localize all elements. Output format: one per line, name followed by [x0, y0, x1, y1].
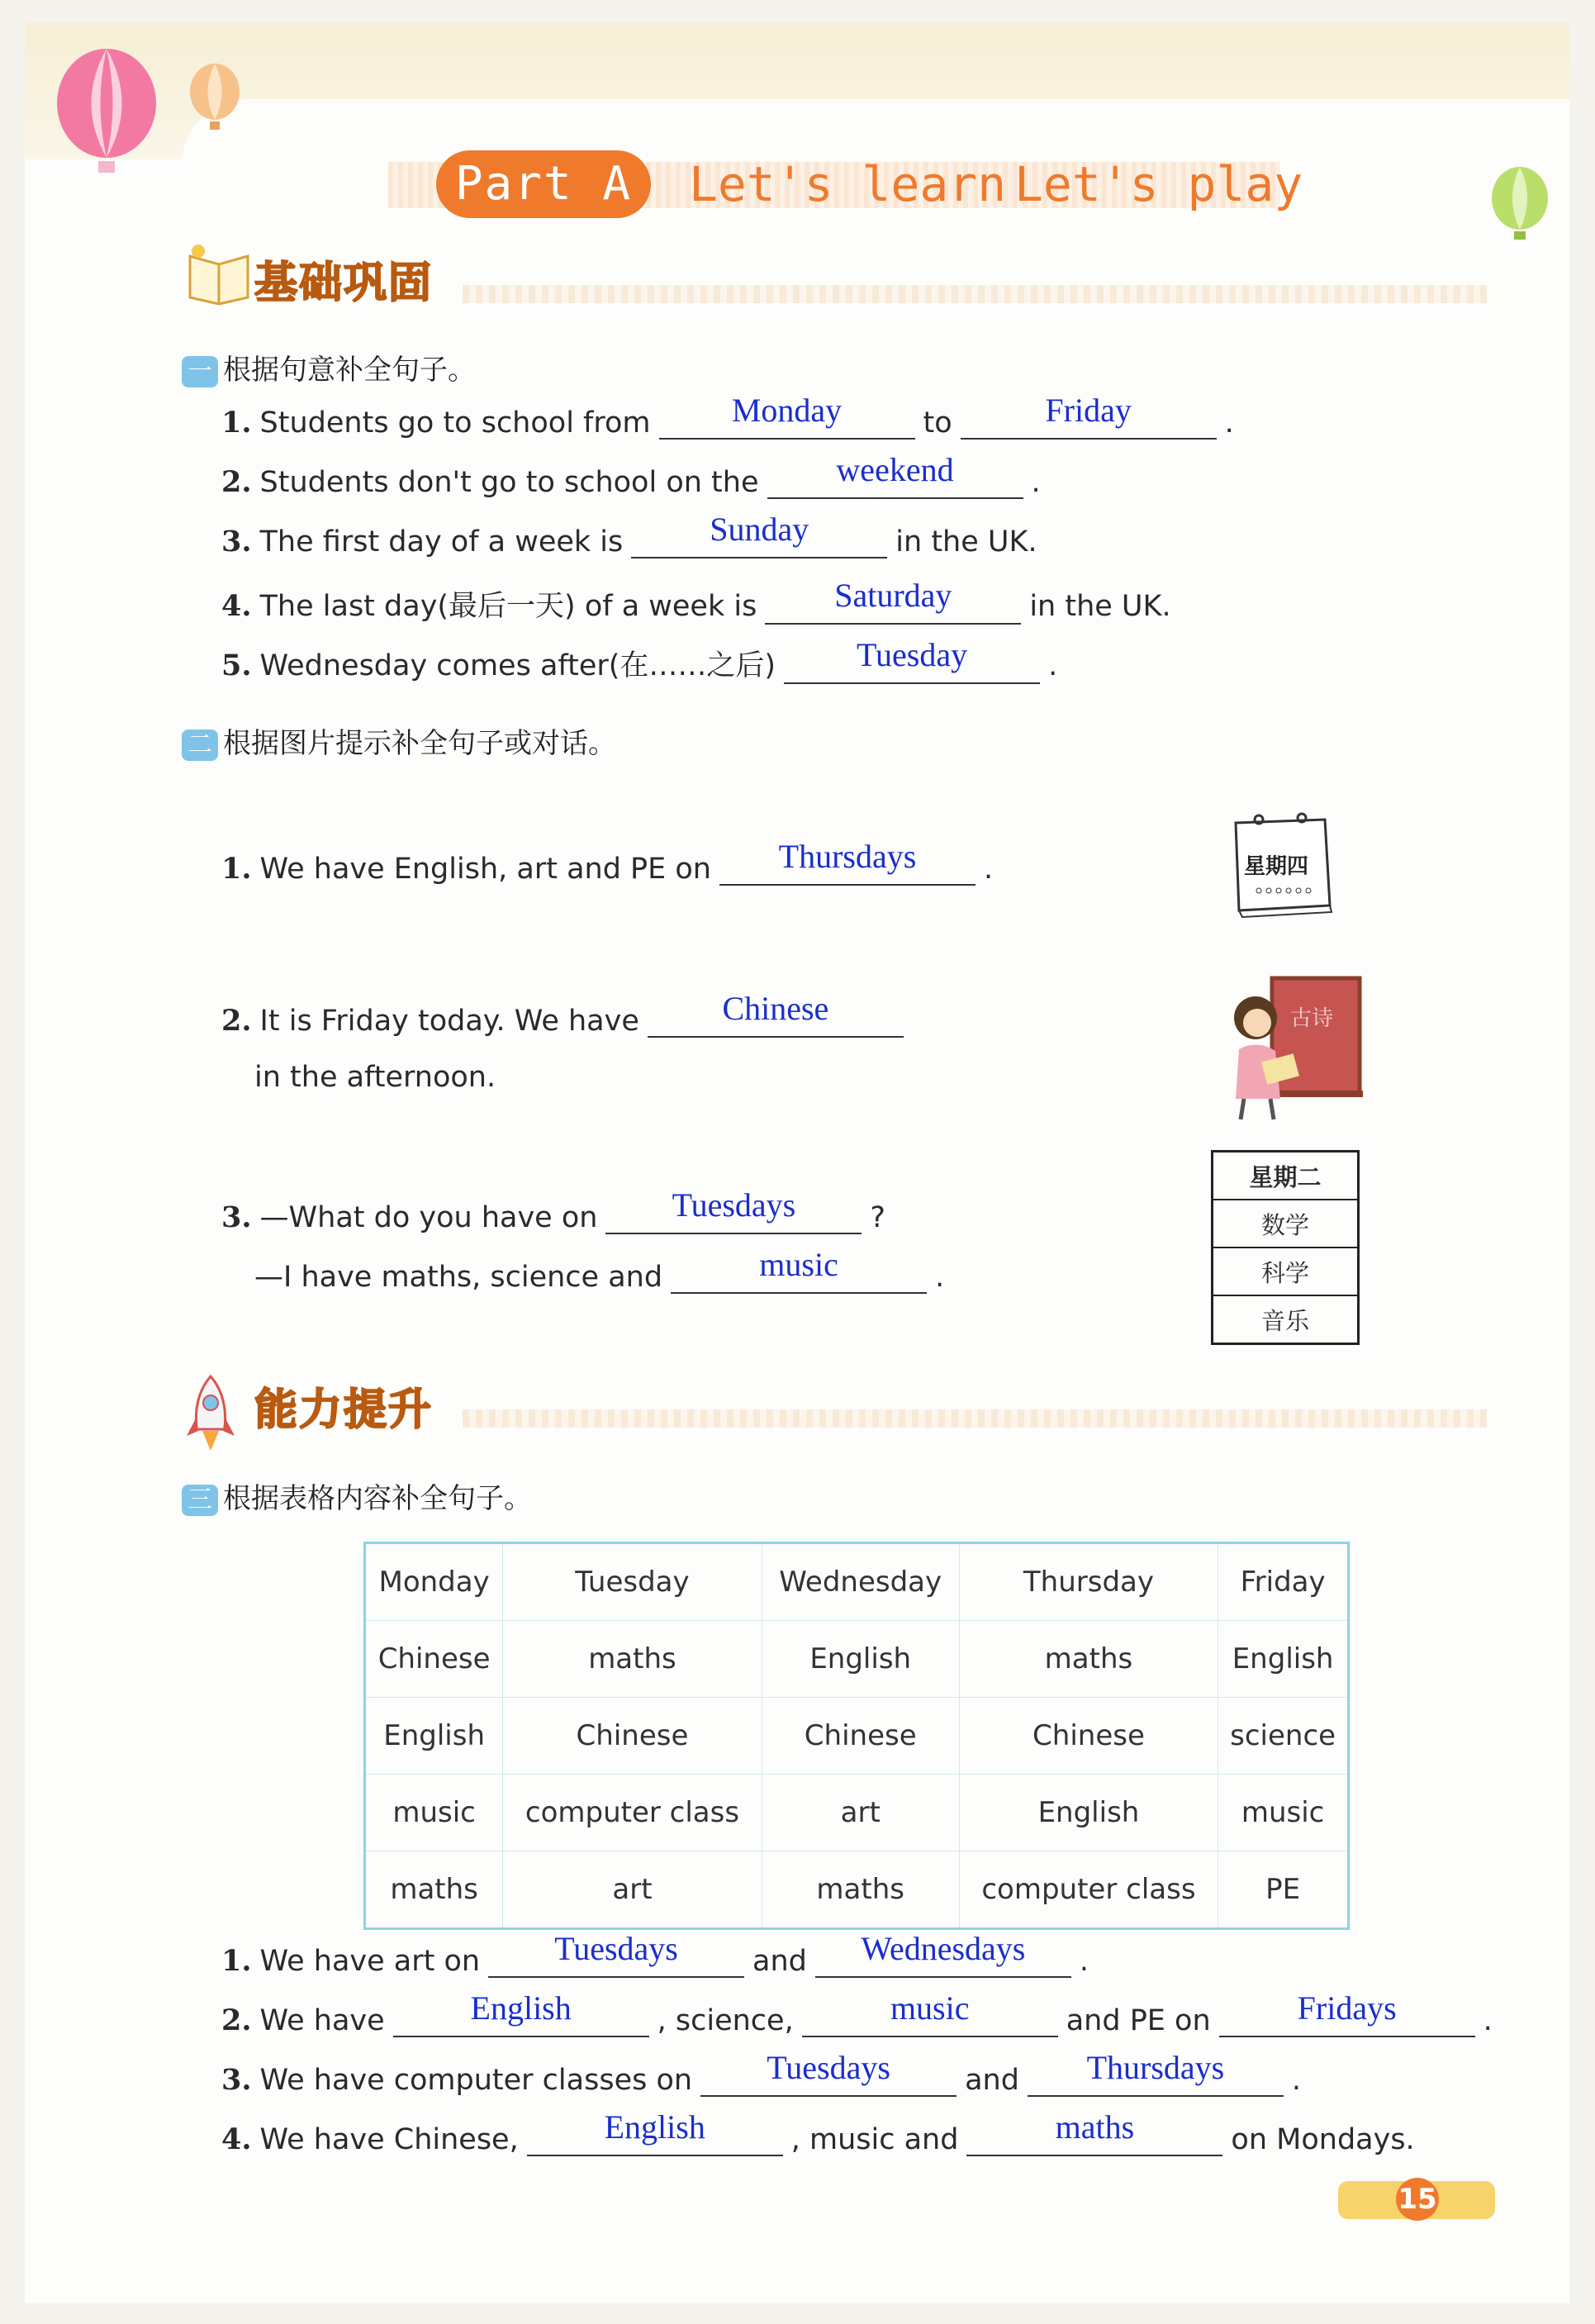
- part-badge: Part A: [436, 150, 651, 218]
- section-title-basic: 基础巩固: [254, 259, 434, 308]
- calendar-text: 星期四: [1244, 854, 1309, 879]
- table-cell: Tuesday: [503, 1543, 762, 1621]
- answer-blank[interactable]: Tuesdays: [700, 2062, 957, 2097]
- blackboard-text: 古诗: [1290, 1006, 1334, 1031]
- table-cell: maths: [959, 1621, 1218, 1698]
- answer-blank[interactable]: English: [527, 2122, 783, 2156]
- part1-instruction: 根据句意补全句子。: [223, 354, 476, 387]
- part1-item-1: 1. Students go to school from Monday to Friday .: [221, 392, 1234, 440]
- rocket-icon: [182, 1371, 240, 1454]
- part1-item-3: 3. The first day of a week is Sunday in the UK.: [221, 511, 1037, 558]
- table-cell: Chinese: [365, 1621, 503, 1698]
- table-cell: computer class: [503, 1775, 762, 1851]
- table-cell: English: [959, 1775, 1218, 1851]
- table-cell: English: [1218, 1621, 1349, 1698]
- table-cell: maths: [762, 1851, 959, 1929]
- part1-heading: [182, 347, 476, 387]
- table-cell: science: [1218, 1698, 1349, 1775]
- table-cell: English: [365, 1698, 503, 1775]
- table-cell: maths: [503, 1621, 762, 1698]
- part1-item-5: 5. Wednesday comes after(在……之后) Tuesday .: [221, 636, 1058, 682]
- answer-blank[interactable]: Fridays: [1219, 2003, 1475, 2037]
- answer-blank[interactable]: maths: [966, 2122, 1222, 2156]
- answer-blank[interactable]: Tuesday: [784, 649, 1040, 684]
- table-row: [365, 1698, 1349, 1775]
- answer-blank[interactable]: music: [671, 1259, 927, 1294]
- part2-instruction: 根据图片提示补全句子或对话。: [223, 727, 616, 760]
- table-cell: PE: [1218, 1851, 1349, 1929]
- answer-blank[interactable]: Saturday: [765, 590, 1021, 625]
- table-cell: Chinese: [503, 1698, 762, 1775]
- answer-blank[interactable]: Chinese: [648, 1003, 904, 1038]
- table-cell: Friday: [1218, 1543, 1349, 1621]
- table-row: [365, 1621, 1349, 1698]
- green-balloon-icon: [1487, 165, 1553, 248]
- schedule-table: [1211, 1150, 1360, 1345]
- part3-item-1: 1. We have art on Tuesdays and Wednesdays .: [221, 1930, 1089, 1978]
- table-cell: maths: [365, 1851, 503, 1929]
- part2-item-3: 3. —What do you have on Tuesdays ?: [221, 1186, 885, 1234]
- table-cell: Chinese: [762, 1698, 959, 1775]
- answer-blank[interactable]: Tuesdays: [605, 1200, 862, 1234]
- page-number-badge: [1338, 2181, 1495, 2219]
- schedule-cell: 科学: [1213, 1248, 1359, 1295]
- answer-blank[interactable]: Thursdays: [1028, 2062, 1284, 2097]
- table-row: [365, 1775, 1349, 1851]
- part3-item-2: 2. We have English , science, music and PE on Fridays .: [221, 1989, 1493, 2037]
- part2-item-3-reply: —I have maths, science and music .: [254, 1246, 945, 1294]
- answer-blank[interactable]: Friday: [961, 405, 1217, 440]
- answer-blank[interactable]: English: [393, 2003, 649, 2037]
- timetable: [363, 1542, 1350, 1930]
- section-strip-basic: [463, 285, 1487, 303]
- answer-blank[interactable]: Thursdays: [719, 851, 976, 886]
- section-strip-advanced: [463, 1409, 1487, 1428]
- part1-item-2: 2. Students don't go to school on the weekend .: [221, 451, 1041, 499]
- table-cell: art: [503, 1851, 762, 1929]
- table-cell: English: [762, 1621, 959, 1698]
- table-cell: Thursday: [959, 1543, 1218, 1621]
- part1-item-4: 4. The last day(最后一天) of a week is Saturday in the UK.: [221, 577, 1171, 623]
- part2-number: 二: [182, 730, 218, 761]
- answer-blank[interactable]: music: [802, 2003, 1058, 2037]
- section-title-advanced: 能力提升: [254, 1385, 434, 1435]
- table-cell: Monday: [365, 1543, 503, 1621]
- part3-item-3: 3. We have computer classes on Tuesdays and Thursdays .: [221, 2049, 1302, 2097]
- table-cell: Wednesday: [762, 1543, 959, 1621]
- answer-blank[interactable]: weekend: [767, 464, 1023, 499]
- part2-heading: [182, 720, 616, 761]
- part3-heading: [182, 1476, 532, 1516]
- schedule-cell: 星期二: [1213, 1152, 1359, 1200]
- teacher-blackboard-illustration: [1222, 975, 1363, 1124]
- schedule-cell: 数学: [1213, 1200, 1359, 1248]
- part2-item-1: 1. We have English, art and PE on Thursdays .: [221, 838, 994, 886]
- page-number: 15: [1396, 2178, 1439, 2221]
- table-cell: Chinese: [959, 1698, 1218, 1775]
- schedule-cell: 音乐: [1213, 1295, 1359, 1344]
- table-row: [365, 1543, 1349, 1621]
- part2-item-2: 2. It is Friday today. We have Chinese: [221, 1003, 912, 1038]
- answer-blank[interactable]: Monday: [659, 405, 915, 440]
- book-icon: [182, 240, 256, 306]
- table-row: [365, 1851, 1349, 1929]
- table-cell: computer class: [959, 1851, 1218, 1929]
- answer-blank[interactable]: Tuesdays: [488, 1943, 744, 1978]
- part3-instruction: 根据表格内容补全句子。: [223, 1482, 532, 1515]
- part1-number: 一: [182, 356, 218, 387]
- table-cell: music: [365, 1775, 503, 1851]
- part3-number: 三: [182, 1485, 218, 1516]
- table-cell: music: [1218, 1775, 1349, 1851]
- table-cell: art: [762, 1775, 959, 1851]
- part3-item-4: 4. We have Chinese, English , music and maths on Mondays.: [221, 2108, 1415, 2156]
- answer-blank[interactable]: Sunday: [631, 524, 887, 558]
- part2-item-2-cont: in the afternoon.: [254, 1061, 496, 1094]
- pink-balloon-icon: [51, 45, 163, 178]
- title-lets-play: Let's play: [1014, 156, 1303, 212]
- orange-balloon-icon: [186, 62, 244, 136]
- answer-blank[interactable]: Wednesdays: [815, 1943, 1071, 1978]
- title-lets-learn: Let's learn: [689, 156, 1007, 212]
